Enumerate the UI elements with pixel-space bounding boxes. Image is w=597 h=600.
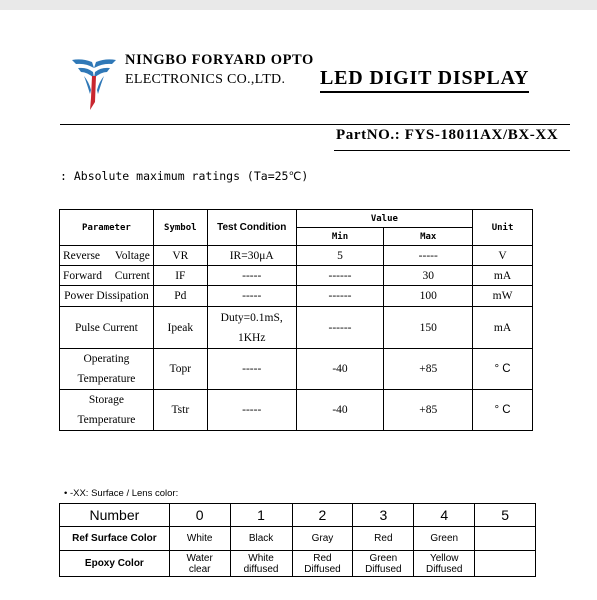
cell-unit: mA	[473, 307, 533, 349]
surface-cell	[475, 527, 536, 551]
table-row	[60, 286, 533, 307]
cell-min: 5	[296, 246, 384, 266]
cell-max: -----	[384, 246, 473, 266]
epoxy-line2: diffused	[243, 563, 279, 575]
cell-min: -40	[296, 349, 384, 390]
epoxy-line1: Red	[313, 552, 332, 564]
table-row	[60, 307, 533, 349]
epoxy-cell	[414, 551, 475, 577]
epoxy-cell	[292, 551, 353, 577]
company-logo-icon	[72, 58, 116, 110]
document-title: LED DIGIT DISPLAY	[320, 66, 529, 93]
epoxy-line2: Diffused	[365, 563, 402, 575]
number-row	[60, 504, 536, 527]
part-number: PartNO.: FYS-18011AX/BX-XX	[336, 127, 559, 143]
cell-symbol: Topr	[153, 349, 207, 390]
top-divider	[0, 0, 597, 10]
number-label: Number	[60, 504, 170, 527]
header-parameter: Parameter	[60, 210, 154, 246]
color-table	[59, 503, 536, 577]
table-row	[60, 246, 533, 266]
color-note: • -XX: Surface / Lens color:	[64, 488, 179, 499]
cell-max: 30	[384, 266, 473, 286]
surface-cell: Black	[230, 527, 292, 551]
cell-unit: mA	[473, 266, 533, 286]
cell-parameter	[60, 349, 154, 390]
epoxy-line2: clear	[188, 563, 211, 575]
cell-parameter: Power Dissipation	[60, 286, 154, 307]
cell-max: 150	[384, 307, 473, 349]
cell-min: -40	[296, 390, 384, 431]
cell-condition: -----	[207, 286, 296, 307]
cell-condition	[207, 307, 296, 349]
cell-symbol: Ipeak	[153, 307, 207, 349]
surface-label: Ref Surface Color	[60, 527, 170, 551]
number-cell: 1	[230, 504, 292, 527]
epoxy-cell	[353, 551, 414, 577]
cell-unit: mW	[473, 286, 533, 307]
epoxy-line1: Green	[369, 552, 398, 564]
cell-unit: V	[473, 246, 533, 266]
cell-condition: IR=30μA	[207, 246, 296, 266]
table-row	[60, 266, 533, 286]
cell-symbol: Pd	[153, 286, 207, 307]
part-number-rule	[334, 150, 570, 151]
epoxy-line2: Diffused	[304, 563, 341, 575]
parameter-line1: Operating	[83, 353, 130, 365]
epoxy-cell	[475, 551, 536, 577]
parameter-line2: Temperature	[77, 373, 136, 385]
cell-unit: ° C	[473, 390, 533, 431]
cell-max: +85	[384, 390, 473, 431]
number-cell: 4	[414, 504, 475, 527]
surface-cell: Gray	[292, 527, 353, 551]
surface-cell: White	[169, 527, 230, 551]
cell-symbol: VR	[153, 246, 207, 266]
condition-line1: Duty=0.1mS,	[220, 311, 283, 324]
cell-parameter: Forward Current	[60, 266, 154, 286]
parameter-line1: Storage	[88, 394, 124, 406]
cell-min: ------	[296, 307, 384, 349]
number-cell: 0	[169, 504, 230, 527]
cell-symbol: Tstr	[153, 390, 207, 431]
cell-parameter	[60, 390, 154, 431]
header-max: Max	[384, 228, 473, 246]
section-title: : Absolute maximum ratings (Ta=25℃)	[60, 169, 309, 183]
header-symbol: Symbol	[153, 210, 207, 246]
company-name-line2: ELECTRONICS CO.,LTD.	[125, 72, 286, 87]
cell-max: 100	[384, 286, 473, 307]
cell-parameter: Reverse Voltage	[60, 246, 154, 266]
header-test-condition: Test Condition	[207, 210, 296, 246]
parameter-line2: Temperature	[77, 414, 136, 426]
number-cell: 3	[353, 504, 414, 527]
table-row	[60, 390, 533, 431]
epoxy-line1: White	[248, 552, 274, 564]
cell-min: ------	[296, 286, 384, 307]
ratings-table	[59, 209, 533, 431]
surface-cell: Green	[414, 527, 475, 551]
cell-symbol: IF	[153, 266, 207, 286]
cell-parameter: Pulse Current	[60, 307, 154, 349]
condition-line2: 1KHz	[237, 331, 266, 344]
cell-condition: -----	[207, 349, 296, 390]
number-cell: 5	[475, 504, 536, 527]
cell-condition: -----	[207, 390, 296, 431]
header-value: Value	[296, 210, 472, 228]
epoxy-line1: Yellow	[429, 552, 459, 564]
cell-max: +85	[384, 349, 473, 390]
epoxy-row	[60, 551, 536, 577]
header-rule	[60, 124, 570, 125]
epoxy-cell	[169, 551, 230, 577]
epoxy-line1: Water	[186, 552, 213, 564]
header-min: Min	[296, 228, 384, 246]
table-row	[60, 349, 533, 390]
surface-cell: Red	[353, 527, 414, 551]
epoxy-line2: Diffused	[425, 563, 463, 575]
cell-unit: ° C	[473, 349, 533, 390]
company-name-line1: NINGBO FORYARD OPTO	[125, 52, 314, 68]
epoxy-cell	[230, 551, 292, 577]
header-unit: Unit	[473, 210, 533, 246]
epoxy-label: Epoxy Color	[60, 551, 170, 577]
cell-min: ------	[296, 266, 384, 286]
number-cell: 2	[292, 504, 353, 527]
surface-row	[60, 527, 536, 551]
cell-condition: -----	[207, 266, 296, 286]
